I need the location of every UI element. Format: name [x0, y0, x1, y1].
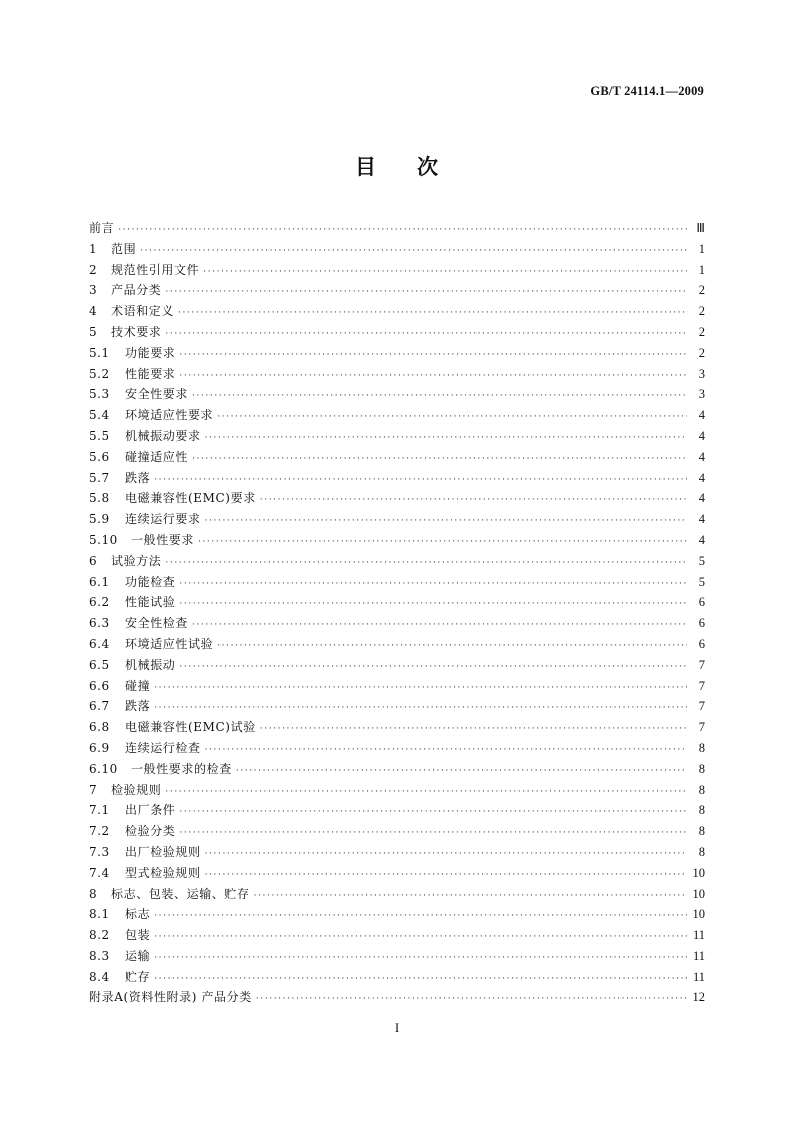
toc-entry-page: 3	[698, 366, 705, 381]
toc-entry-title: 安全性要求	[125, 387, 189, 402]
toc-entry-number: 5.2	[89, 366, 110, 381]
toc-entry-title: 范围	[111, 241, 137, 256]
table-of-contents	[89, 218, 705, 1008]
toc-dot-leader	[203, 262, 687, 283]
toc-entry[interactable]	[89, 322, 705, 343]
toc-dot-leader	[179, 574, 687, 595]
toc-entry-title: 机械振动要求	[125, 428, 201, 443]
toc-entry-title: 跌落	[125, 470, 151, 485]
toc-entry-title: 电磁兼容性(EMC)试验	[125, 720, 256, 735]
toc-entry[interactable]	[89, 676, 705, 697]
toc-entry-number: 6.5	[89, 657, 110, 672]
toc-dot-leader	[165, 324, 687, 345]
toc-entry-page: 8	[698, 803, 705, 818]
toc-entry-title: 环境适应性要求	[125, 408, 214, 423]
toc-entry-title: 型式检验规则	[125, 865, 201, 880]
toc-entry-page: 1	[698, 241, 705, 256]
toc-entry-title: 术语和定义	[111, 304, 175, 319]
toc-entry-number: 8.4	[89, 969, 110, 984]
toc-entry-page: 4	[698, 428, 705, 443]
toc-entry[interactable]	[89, 426, 705, 447]
toc-dot-leader	[179, 366, 687, 387]
toc-entry-page: 3	[698, 387, 705, 402]
toc-dot-leader	[205, 511, 687, 532]
toc-entry-number: 8.3	[89, 948, 110, 963]
toc-entry-title: 试验方法	[111, 553, 162, 568]
toc-entry-page: 7	[698, 720, 705, 735]
toc-entry[interactable]	[89, 551, 705, 572]
toc-entry-number: 5.10	[89, 532, 118, 547]
toc-dot-leader	[154, 906, 687, 927]
toc-entry[interactable]	[89, 738, 705, 759]
toc-entry-page: 5	[698, 574, 705, 589]
toc-entry[interactable]	[89, 364, 705, 385]
toc-entry[interactable]	[89, 572, 705, 593]
toc-entry[interactable]	[89, 343, 705, 364]
toc-dot-leader	[179, 594, 687, 615]
toc-entry-title: 贮存	[125, 969, 151, 984]
toc-entry-number: 5.1	[89, 345, 110, 360]
toc-entry-page: 6	[698, 636, 705, 651]
toc-entry[interactable]	[89, 925, 705, 946]
toc-dot-leader	[192, 615, 687, 636]
toc-dot-leader	[205, 844, 687, 865]
toc-entry-title: 检验规则	[111, 782, 162, 797]
toc-entry-number: 7	[89, 782, 98, 797]
toc-entry-number: 5.5	[89, 428, 110, 443]
toc-entry[interactable]	[89, 530, 705, 551]
toc-entry-page: 8	[698, 740, 705, 755]
toc-entry-number: 7.1	[89, 803, 110, 818]
toc-entry-title: 出厂检验规则	[125, 844, 201, 859]
standard-code: GB/T 24114.1—2009	[590, 84, 704, 98]
toc-entry-number: 5.3	[89, 387, 110, 402]
toc-dot-leader	[192, 386, 687, 407]
toc-entry-number: 6	[89, 553, 98, 568]
toc-entry-page: 10	[692, 886, 705, 901]
toc-entry-title: 一般性要求	[131, 532, 195, 547]
toc-dot-leader	[154, 969, 687, 990]
toc-entry-number: 7.2	[89, 824, 110, 839]
toc-entry-page: 2	[698, 283, 705, 298]
toc-dot-leader	[178, 303, 687, 324]
toc-entry-title: 跌落	[125, 699, 151, 714]
toc-entry[interactable]	[89, 218, 705, 239]
toc-dot-leader	[205, 428, 687, 449]
toc-entry-number: 7.3	[89, 844, 110, 859]
toc-dot-leader	[198, 532, 687, 553]
toc-dot-leader	[118, 220, 687, 241]
toc-dot-leader	[154, 698, 687, 719]
toc-entry-title: 性能要求	[125, 366, 176, 381]
toc-entry[interactable]	[89, 842, 705, 863]
toc-entry-page: 12	[692, 990, 705, 1005]
toc-entry-number: 5.8	[89, 491, 110, 506]
toc-dot-leader	[154, 470, 687, 491]
toc-entry-page: 11	[692, 928, 705, 943]
page-title	[0, 151, 794, 181]
toc-dot-leader	[217, 636, 687, 657]
toc-entry-number: 5.7	[89, 470, 110, 485]
toc-dot-leader	[154, 927, 687, 948]
toc-entry-number: 2	[89, 262, 98, 277]
toc-entry-title: 性能试验	[125, 595, 176, 610]
toc-entry-number: 5.9	[89, 512, 110, 527]
toc-dot-leader	[154, 948, 687, 969]
toc-dot-leader	[254, 886, 687, 907]
toc-entry-page: 4	[698, 449, 705, 464]
toc-dot-leader	[165, 553, 687, 574]
toc-entry[interactable]	[89, 613, 705, 634]
title-part-1: 目	[355, 155, 377, 179]
toc-entry-title: 包装	[125, 928, 151, 943]
toc-entry-title: 产品分类	[111, 283, 162, 298]
toc-entry-page: 4	[698, 408, 705, 423]
toc-dot-leader	[236, 761, 687, 782]
toc-dot-leader	[179, 823, 687, 844]
toc-entry-number: 6.10	[89, 761, 118, 776]
toc-entry-number: 5	[89, 324, 98, 339]
toc-entry-title: 标志	[125, 907, 151, 922]
toc-entry-title: 安全性检查	[125, 616, 189, 631]
toc-entry[interactable]	[89, 239, 705, 260]
toc-entry-page: 2	[698, 345, 705, 360]
toc-entry-page: 8	[698, 761, 705, 776]
toc-entry-title: 规范性引用文件	[111, 262, 200, 277]
toc-entry-page: 8	[698, 844, 705, 859]
toc-entry-page: 6	[698, 595, 705, 610]
toc-entry[interactable]	[89, 405, 705, 426]
toc-entry-page: 4	[698, 470, 705, 485]
toc-entry-number: 8.2	[89, 928, 110, 943]
toc-entry-title: 环境适应性试验	[125, 636, 214, 651]
toc-dot-leader	[179, 657, 687, 678]
toc-entry-number: 6.3	[89, 616, 110, 631]
toc-entry-title: 标志、包装、运输、贮存	[111, 886, 250, 901]
toc-entry-number: 5.6	[89, 449, 110, 464]
toc-entry-page: Ⅲ	[696, 221, 705, 235]
toc-entry[interactable]	[89, 468, 705, 489]
toc-entry-title: 碰撞	[125, 678, 151, 693]
toc-entry[interactable]	[89, 967, 705, 988]
toc-entry[interactable]	[89, 301, 705, 322]
toc-dot-leader	[165, 282, 687, 303]
toc-entry-title: 运输	[125, 948, 151, 963]
toc-entry[interactable]	[89, 863, 705, 884]
toc-entry-number: 4	[89, 304, 98, 319]
toc-dot-leader	[140, 241, 687, 262]
toc-dot-leader	[260, 490, 687, 511]
toc-entry-number: 5.4	[89, 408, 110, 423]
toc-entry-page: 11	[692, 969, 705, 984]
toc-dot-leader	[179, 345, 687, 366]
toc-dot-leader	[205, 865, 687, 886]
toc-entry[interactable]	[89, 384, 705, 405]
toc-dot-leader	[217, 407, 687, 428]
toc-entry[interactable]	[89, 717, 705, 738]
toc-entry[interactable]	[89, 759, 705, 780]
toc-entry-number: 6.2	[89, 595, 110, 610]
toc-entry[interactable]	[89, 780, 705, 801]
toc-entry[interactable]	[89, 260, 705, 281]
title-part-2: 次	[417, 155, 439, 179]
toc-entry-page: 2	[698, 324, 705, 339]
toc-entry-page: 7	[698, 699, 705, 714]
toc-entry-page: 2	[698, 304, 705, 319]
toc-dot-leader	[154, 678, 687, 699]
toc-entry-title: 碰撞适应性	[125, 449, 189, 464]
toc-entry-page: 4	[698, 512, 705, 527]
toc-entry[interactable]	[89, 592, 705, 613]
toc-entry-page: 8	[698, 782, 705, 797]
toc-entry-title: 电磁兼容性(EMC)要求	[125, 491, 256, 506]
toc-entry-title: 技术要求	[111, 324, 162, 339]
toc-entry-number: 6.7	[89, 699, 110, 714]
toc-entry-number: 6.4	[89, 636, 110, 651]
toc-entry-title: 功能要求	[125, 345, 176, 360]
page-number: I	[394, 1020, 400, 1035]
toc-entry-number: 6.1	[89, 574, 110, 589]
toc-entry-title: 检验分类	[125, 824, 176, 839]
toc-entry-number: 3	[89, 283, 98, 298]
toc-entry[interactable]	[89, 800, 705, 821]
toc-dot-leader	[205, 740, 687, 761]
toc-entry-page: 8	[698, 824, 705, 839]
toc-entry-page: 5	[698, 553, 705, 568]
toc-dot-leader	[192, 449, 687, 470]
toc-entry-page: 7	[698, 657, 705, 672]
toc-entry-title: 前言	[89, 221, 115, 235]
toc-entry[interactable]	[89, 884, 705, 905]
toc-entry-page: 10	[692, 907, 705, 922]
toc-entry-number: 8	[89, 886, 98, 901]
toc-entry[interactable]	[89, 447, 705, 468]
toc-entry[interactable]	[89, 821, 705, 842]
toc-entry[interactable]	[89, 904, 705, 925]
toc-entry[interactable]	[89, 509, 705, 530]
toc-entry-page: 1	[698, 262, 705, 277]
toc-entry[interactable]	[89, 488, 705, 509]
toc-entry-page: 10	[692, 865, 705, 880]
toc-entry-title: 附录A(资料性附录) 产品分类	[89, 990, 252, 1005]
toc-entry-number: 6.6	[89, 678, 110, 693]
toc-entry-title: 功能检查	[125, 574, 176, 589]
toc-entry-number: 6.9	[89, 740, 110, 755]
toc-entry-page: 6	[698, 616, 705, 631]
toc-entry[interactable]	[89, 987, 705, 1008]
toc-dot-leader	[260, 719, 687, 740]
toc-entry-title: 出厂条件	[125, 803, 176, 818]
toc-entry-page: 4	[698, 532, 705, 547]
toc-dot-leader	[165, 782, 687, 803]
toc-entry-number: 8.1	[89, 907, 110, 922]
toc-entry[interactable]	[89, 634, 705, 655]
toc-entry-page: 11	[692, 948, 705, 963]
toc-entry-number: 6.8	[89, 720, 110, 735]
toc-entry-number: 1	[89, 241, 98, 256]
toc-entry-title: 连续运行要求	[125, 512, 201, 527]
toc-dot-leader	[179, 802, 687, 823]
toc-entry-number: 7.4	[89, 865, 110, 880]
toc-entry[interactable]	[89, 655, 705, 676]
toc-entry-page: 4	[698, 491, 705, 506]
toc-entry-title: 机械振动	[125, 657, 176, 672]
toc-entry-page: 7	[698, 678, 705, 693]
toc-entry[interactable]	[89, 696, 705, 717]
toc-entry[interactable]	[89, 946, 705, 967]
toc-entry[interactable]	[89, 280, 705, 301]
toc-entry-title: 连续运行检查	[125, 740, 201, 755]
toc-entry-title: 一般性要求的检查	[131, 761, 232, 776]
toc-dot-leader	[256, 989, 687, 1010]
